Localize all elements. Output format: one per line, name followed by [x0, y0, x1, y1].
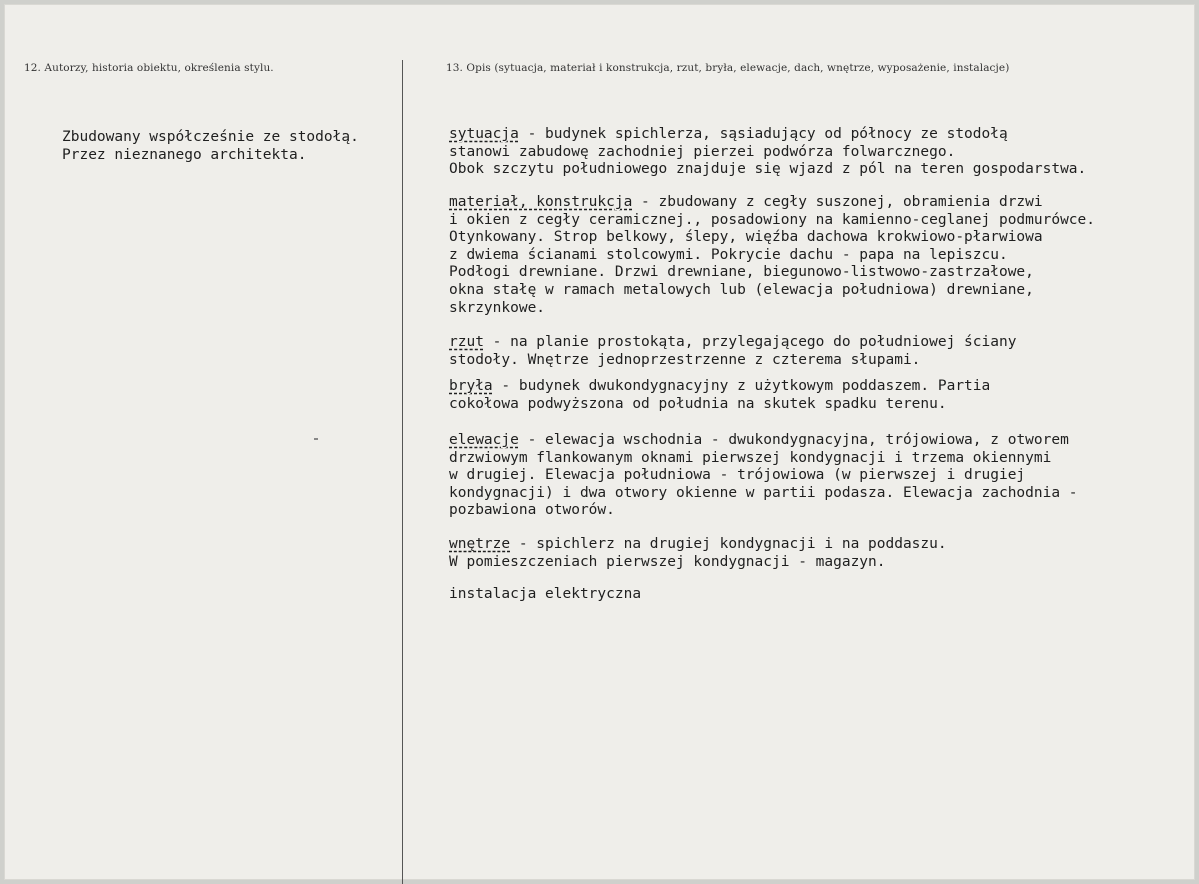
section-instalacje	[449, 586, 1199, 604]
section-text: - spichlerz na drugiej kondygnacji i na poddaszu.	[510, 536, 947, 552]
text-line: i okien z cegły ceramicznej., posadowiony na kamienno-ceglanej podmurówce.	[449, 211, 1096, 228]
authors-history-text	[62, 128, 398, 164]
section-text: instalacja elektryczna	[449, 586, 642, 602]
paper-speck	[314, 438, 318, 440]
section-keyword: elewacje	[449, 432, 519, 448]
text-line: w drugiej. Elewacja południowa - trójowiowa (w pierwszej i drugiej	[449, 467, 1026, 484]
field-12-header: 12. Autorzy, historia obiektu, określenia stylu.	[24, 62, 274, 74]
text-line: cokołowa podwyższona od południa na skutek spadku terenu.	[449, 395, 947, 412]
section-text: - elewacja wschodnia - dwukondygnacyjna, trójowiowa, z otworem	[518, 432, 1069, 448]
text-line: Otynkowany. Strop belkowy, ślepy, więźba dachowa krokwiowo-płarwiowa	[449, 229, 1043, 246]
text-line: pozbawiona otworów.	[449, 502, 615, 519]
text-line: okna stałę w ramach metalowych lub (elewacja południowa) drewniane,	[449, 281, 1034, 298]
section-elewacje	[449, 432, 1199, 520]
section-keyword: materiał, konstrukcja	[449, 194, 633, 210]
field-13-header: 13. Opis (sytuacja, materiał i konstrukcja, rzut, bryła, elewacje, dach, wnętrze, wyposażenie, instalacje)	[446, 62, 1010, 74]
section-wnetrze	[449, 536, 1199, 571]
text-line: stanowi zabudowę zachodniej pierzei podwórza folwarcznego.	[449, 143, 956, 160]
text-line: Obok szczytu południowego znajduje się wjazd z pól na teren gospodarstwa.	[449, 161, 1087, 178]
section-keyword: wnętrze	[449, 536, 511, 552]
document-sheet	[4, 4, 1195, 880]
section-text: - budynek dwukondygnacyjny z użytkowym poddaszem. Partia	[492, 378, 991, 394]
section-text: - budynek spichlerza, sąsiadujący od północy ze stodołą	[518, 126, 1008, 142]
text-line: W pomieszczeniach pierwszej kondygnacji - magazyn.	[449, 553, 886, 570]
text-line: stodoły. Wnętrze jednoprzestrzenne z czterema słupami.	[449, 351, 921, 368]
text-line: kondygnacji) i dwa otwory okienne w partii podasza. Elewacja zachodnia -	[449, 484, 1078, 501]
text-line: Zbudowany współcześnie ze stodołą.	[62, 129, 359, 145]
section-text: - zbudowany z cegły suszonej, obramienia drzwi	[632, 194, 1043, 210]
text-line: drzwiowym flankowanym oknami pierwszej kondygnacji i trzema okiennymi	[449, 449, 1052, 466]
section-keyword: rzut	[449, 334, 484, 350]
section-keyword: bryła	[449, 378, 493, 394]
column-divider	[402, 60, 403, 884]
text-line: Przez nieznanego architekta.	[62, 147, 307, 163]
section-sytuacja	[449, 126, 1199, 179]
text-line: z dwiema ścianami stolcowymi. Pokrycie dachu - papa na lepiszcu.	[449, 246, 1008, 263]
section-keyword: sytuacja	[449, 126, 519, 142]
text-line: Podłogi drewniane. Drzwi drewniane, biegunowo-listwowo-zastrzałowe,	[449, 264, 1034, 281]
text-line: skrzynkowe.	[449, 299, 546, 316]
section-text: - na planie prostokąta, przylegającego do południowej ściany	[483, 334, 1017, 350]
section-material-konstrukcja	[449, 194, 1199, 317]
section-bryla	[449, 378, 1199, 413]
section-rzut	[449, 334, 1199, 369]
